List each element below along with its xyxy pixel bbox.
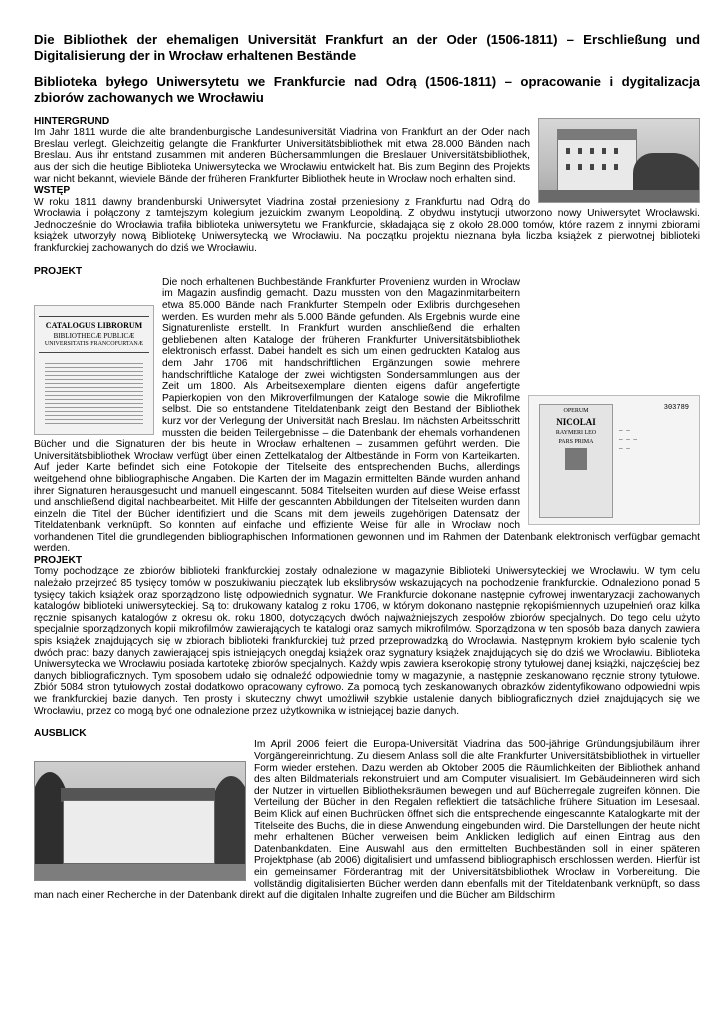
text-ausblick: Im April 2006 feiert die Europa-Universität Viadrina das 500-jährige Gründungsjubiläum ihrer Vorgängereinrichtung. Zu diesem Anlass soll die alte Frankfurter Universitätsbibliothek in virtueller Form wieder erstehen. Dazu werden ab Oktober 2005 die Räumlichkeiten der Bibliothek anhand des alten Bildmaterials rekonstruiert und am Computer visualisiert. Im Gebäudeinneren wird sich der Nutzer in virtuellen Bibliotheksräumen bewegen und auf Bücherregale zugreifen können. Die Verteilung der Bücher in den Regalen reflektiert die tatsächliche frühere Situation im Lesesaal. Beim Klick auf einen Buchrücken öffnet sich die entsprechende eingescannte Katalogkarte mit der Titelseite des Buchs, die in diese Anwendung eingebunden wird. Die Darstellungen der heute nicht mehr erhaltenen Bücher verweisen beim Anklicken lediglich auf einen Eintrag aus den Datenbankdaten. Eine Auswahl aus den ermittelten Buchbeständen soll in einer späteren Projektphase (ab 2006) digitalisiert und umfassend bibliographisch erschlossen werden. Hierfür ist ein gemeinsamer Förderantrag mit der Universitätsbibliothek Wrocław in Vorbereitung. Die vollständig digitalisierten Bücher werden dann ebenfalls mit der Titeldatenbank verknüpft, so dass man nach einer Recherche in der Datenbank direkt auf die digitalen Inhalte zugreifen und die Bücher am Bildschirm — [34, 739, 700, 902]
catalog-card-image: OPERUM NICOLAI RAYMERI LEO PARS PRIMA 303789 — — — — — — — — [528, 395, 700, 525]
catalog-line-2: BIBLIOTHECÆ PUBLICÆ — [53, 331, 135, 340]
title-german: Die Bibliothek der ehemaligen Universität Frankfurt an der Oder (1506-1811) – Erschließung und Digitalisierung der in Wrocław erhaltenen Bestände — [34, 32, 700, 63]
building-photo-1 — [538, 116, 700, 203]
printer-mark-icon — [565, 448, 587, 470]
card-line-1: OPERUM — [563, 407, 589, 414]
heading-projekt-pl: PROJEKT — [34, 555, 83, 567]
card-line-4: PARS PRIMA — [558, 438, 594, 445]
catalog-line-3: UNIVERSITATIS FRANCOFURTANÆ — [44, 340, 144, 347]
card-line-3: RAYMERI LEO — [555, 429, 597, 436]
heading-projekt-de: PROJEKT — [34, 265, 83, 277]
catalog-title-page-image — [34, 305, 154, 435]
heading-hintergrund: HINTERGRUND — [34, 116, 110, 127]
heading-wstep: WSTĘP — [34, 185, 71, 197]
title-polish: Biblioteka byłego Uniwersytetu we Frankfurcie nad Odrą (1506-1811) – opracowanie i dygitalizacja zbiorów zachowanych we Wrocławiu — [34, 74, 700, 105]
card-line-2: NICOLAI — [556, 416, 596, 427]
heading-ausblick: AUSBLICK — [34, 728, 87, 740]
text-wstep: W roku 1811 dawny brandenburski Uniwersytet Viadrina został przeniesiony z Frankfurtu nad Odrą do Wrocławia i połączony z tamtejszym kolegium jezuickim zwanym Leopoldiną. Z obydwu instytucji utworzono nowy Uniwersytet Wrocławski. Jednocześnie do Wrocławia trafiła biblioteka uniwersytetu we Frankfurcie, składająca się z około 28.000 tomów, które razem z innymi zbiorami książek utworzyły nową Bibliotekę Uniwersytecką we Wrocławiu. Na początku projektu nieznana była liczba książek z pierwotnej biblioteki frankfurckiej zachowanych do dziś we Wrocławiu. — [34, 196, 700, 254]
text-hintergrund: Im Jahr 1811 wurde die alte brandenburgische Landesuniversität Viadrina von Frankfurt an der Oder nach Breslau verlegt. Gleichzeitig gelangte die Frankfurter Universitätsbibliothek mit etwa 28.000 Bänden nach Breslau. Aus ihr entstand zusammen mit anderen Büchersammlungen die Breslauer Universitätsbibliothek, aus der sich die heutige Biblioteka Uniwersytecka we Wrocławiu entwickelt hat. Bis zum Beginn des Projekts war nicht bekannt, wieviele Bände der früheren Frankfurter Bibliothek heute in Wrocław noch erhalten sind. — [34, 127, 530, 185]
text-projekt-de: Die noch erhaltenen Buchbestände Frankfurter Provenienz wurden in Wrocław im Magazin ausfindig gemacht. Dazu mussten von den Magazinmitarbeitern etwa 85.000 Bände nach Frankfurter Stempeln oder Exlibris durchgesehen werden. Es wurden mehr als 5.000 Bände gefunden. Als Ergebnis wurde eine Signaturenliste erstellt. In Frankfurt wurden anschließend die erhalten gebliebenen alten Kataloge der früheren Frankfurter Universitätsbibliothek elektronisch erfasst. Dabei handelt es sich um einen gedruckten Katalog aus dem Jahr 1706 mit handschriftlichen Ergänzungen sowie mehrere handschriftliche Kataloge der zwei wichtigsten Sondersammlungen aus der Zeit um 1800. Als Arbeitsexemplare dienten eigens dafür angefertigte Papierkopien von den Mikroverfilmungen der Kataloge sowie die Mikrofilme selbst. Die so entstandene Titeldatenbank zeigt den Bestand der Bibliothek kurz vor der Verlegung der Universität nach Breslau. Im nächsten Arbeitsschritt mussten die beiden Teilergebnisse – die Datenbank der ehemals vorhandenen Bücher und die Signaturen der bis heute in Wrocław erhaltenen – zusammen geführt werden. Die Universitätsbibliothek Wrocław verfügt über einen Zettelkatalog der Altbestände in Form von Karteikarten. Auf jeder Karte befindet sich eine Fotokopie der Titelseite des entsprechenden Buchs, allerdings weitgehend ohne bibliographische Angaben. Die Karten der im Magazin ermittelten Bände wurden anhand ihrer Signaturen herausgesucht und manuell eingescannt. 5084 Titelseiten wurden auf diese Weise erfasst und anschließend digital nachbearbeitet. Mit Hilfe der gescannten Abbildungen der Titelseiten wurden dann einzeln die Titel der Bücher identifiziert und die Scans mit dem jeweils zugehörigen Datensatz der Titeldatenbank verknüpft. So konnten auf einfache und effiziente Weise für alle in Wrocław noch vorhandenen Titel die grundlegenden bibliographischen Informationen gewonnen und im Rahmen der Datenbank elektronisch verfügbar gemacht werden. — [34, 276, 700, 555]
catalog-line-1: CATALOGUS LIBRORUM — [45, 320, 143, 330]
text-projekt-pl: Tomy pochodzące ze zbiorów biblioteki frankfurckiej zostały odnalezione w magazynie Biblioteki Uniwersyteckiej we Wrocławiu. W tym celu należało przejrzeć 85 tysięcy tomów w poszukiwaniu pieczątek lub ekslibrysów wskazujących na pochodzenie frankfurckie. Odnaleziono ponad 5 tysięcy takich książek oraz sporządzono listę odpowiednich sygnatur. We Frankfurcie dokonane następnie cyfrowej inwentaryzacji zachowanych katalogów biblioteki uniwersyteckiej. Są to: drukowany katalog z roku 1706, w którym dokonano następnie rękopiśmiennych uzupełnień oraz kilka ręcznie spisanych katalogów z okresu ok. roku 1800, dotyczących dwóch najważniejszych zespołów zbiorów specjalnych. Do tego celu użyto specjalnie sporządzonych kopii mikrofilmów zawierających te katalogi oraz samych mikrofilmów. Sporządzona w ten sposób baza danych zawiera spis książek znajdujących się w zbiorach biblioteki frankfurckiej tuż przed przeprowadzką do Wrocławia. Następnym krokiem było scalenie tych dwóch prac: bazy danych zawierającej spis istniejących onegdaj książek oraz sygnatury książek znajdujących się do dziś we Wrocławiu. Biblioteka Uniwersytecka we Wrocławiu posiada kartotekę zbiorów specjalnych. Każdy wpis zawiera kserokopię strony tytułowej danej książki, najczęściej bez danych bibliograficznych. Tym sposobem udało się odnaleźć odpowiednie tomy w magazynie, a następnie zeskanowano ręcznie strony tytułowe. Zbiór 5084 stron tytułowych został dodatkowo opracowany cyfrowo. Za pomocą tych zeskanowanych obrazków zidentyfikowano odpowiedni wpis we frankfurckiej bazie danych. Ten prosty i skuteczny chwyt umożliwił szybkie ustalenie danych bibliograficznych dzieł znajdujących się we Wrocławiu, przez co mogą być one odnalezione przez użytkownika w istniejącej bazie danych. — [34, 566, 700, 717]
card-number: 303789 — [663, 403, 689, 412]
building-photo-2 — [34, 761, 246, 881]
document-page — [34, 32, 700, 1018]
